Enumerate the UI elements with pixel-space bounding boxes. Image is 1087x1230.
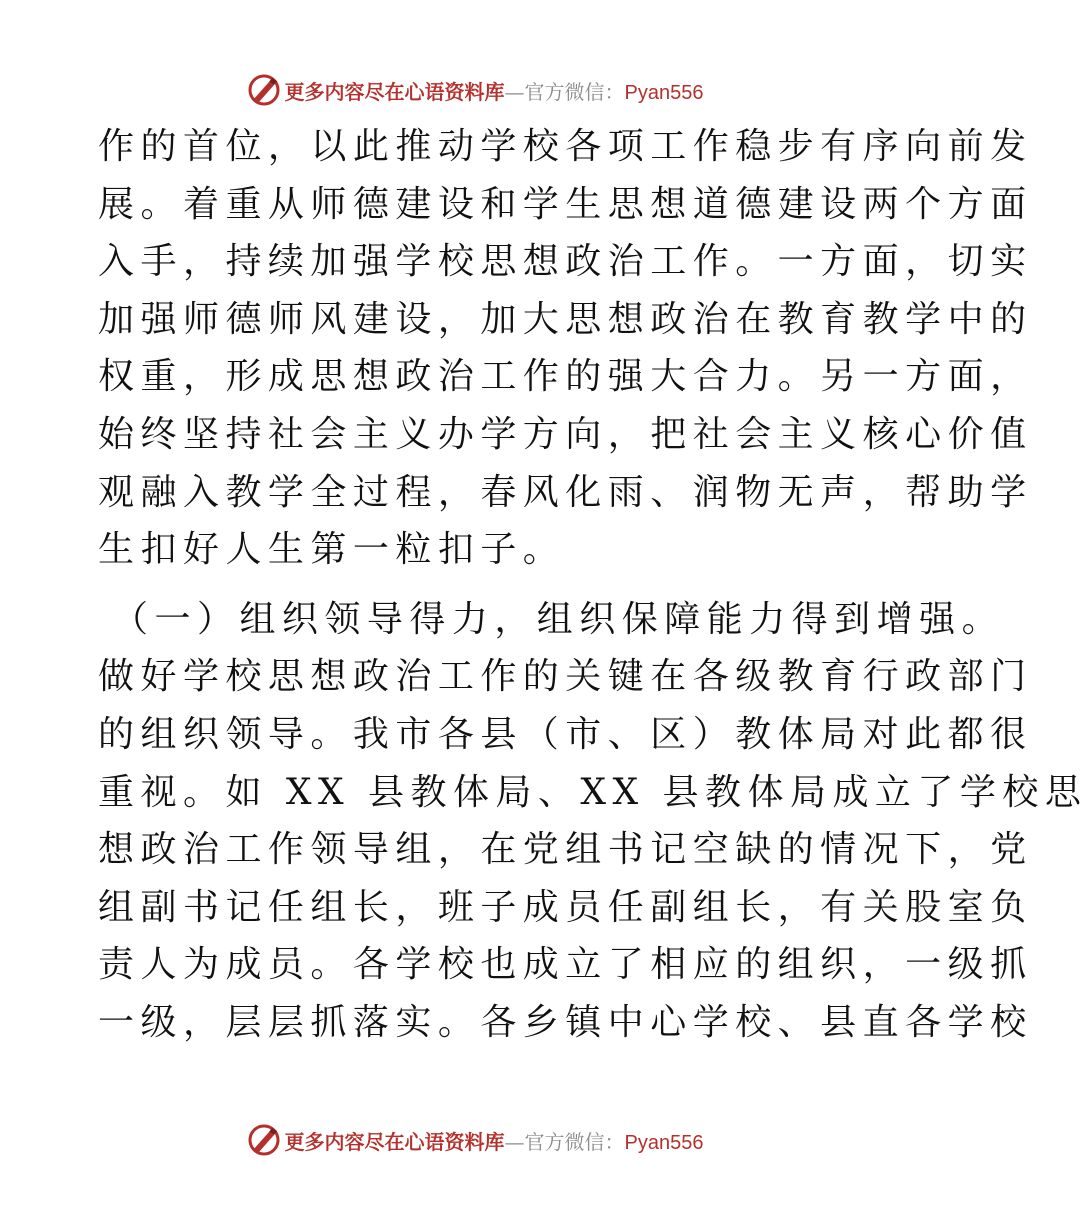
footer-watermark (0, 1120, 950, 1160)
watermark-wechat-label: 官方微信： (524, 79, 625, 104)
body-line: 责人为成员。各学校也成立了相应的组织，一级抓 (98, 944, 1033, 986)
watermark-dash: — (504, 79, 525, 104)
watermark-wechat-id: Pyan556 (624, 81, 704, 104)
body-line: 展。着重从师德建设和学生思想道德建设两个方面 (98, 183, 1033, 225)
header-watermark (0, 70, 950, 110)
section-heading: （一）组织领导得力，组织保障能力得到增强。 (112, 598, 1005, 640)
watermark-dash: — (504, 1129, 525, 1154)
watermark-wechat-label: 官方微信： (524, 1129, 625, 1154)
document-body (98, 118, 1087, 1052)
watermark-text (285, 76, 704, 105)
body-line: 加强师德师风建设，加大思想政治在教育教学中的 (98, 298, 1033, 340)
watermark-text (285, 1126, 704, 1155)
watermark-wechat-id: Pyan556 (624, 1131, 704, 1154)
body-line: 始终坚持社会主义办学方向，把社会主义核心价值 (98, 413, 1033, 455)
body-line: 重视。如 XX 县教体局、XX 县教体局成立了学校思 (98, 771, 1087, 813)
body-line: 组副书记任组长，班子成员任副组长，有关股室负 (98, 886, 1033, 928)
body-line: 入手，持续加强学校思想政治工作。一方面，切实 (98, 241, 1033, 283)
body-line: 想政治工作领导组，在党组书记空缺的情况下，党 (98, 829, 1033, 871)
body-line: 作的首位，以此推动学校各项工作稳步有序向前发 (98, 126, 1033, 167)
body-line: 权重，形成思想政治工作的强大合力。另一方面， (98, 356, 1033, 398)
watermark-site-name: 更多内容尽在心语资料库 (284, 79, 505, 104)
pen-logo-icon (247, 1123, 281, 1157)
body-line: 一级，层层抓落实。各乡镇中心学校、县直各学校 (98, 1001, 1033, 1043)
body-line: 观融入教学全过程，春风化雨、润物无声，帮助学 (98, 471, 1033, 513)
pen-logo-icon (247, 73, 281, 107)
body-line: 做好学校思想政治工作的关键在各级教育行政部门 (98, 656, 1033, 698)
watermark-site-name: 更多内容尽在心语资料库 (284, 1129, 505, 1154)
body-line: 生扣好人生第一粒扣子。 (98, 529, 566, 571)
body-line: 的组织领导。我市各县（市、区）教体局对此都很 (98, 713, 1033, 755)
